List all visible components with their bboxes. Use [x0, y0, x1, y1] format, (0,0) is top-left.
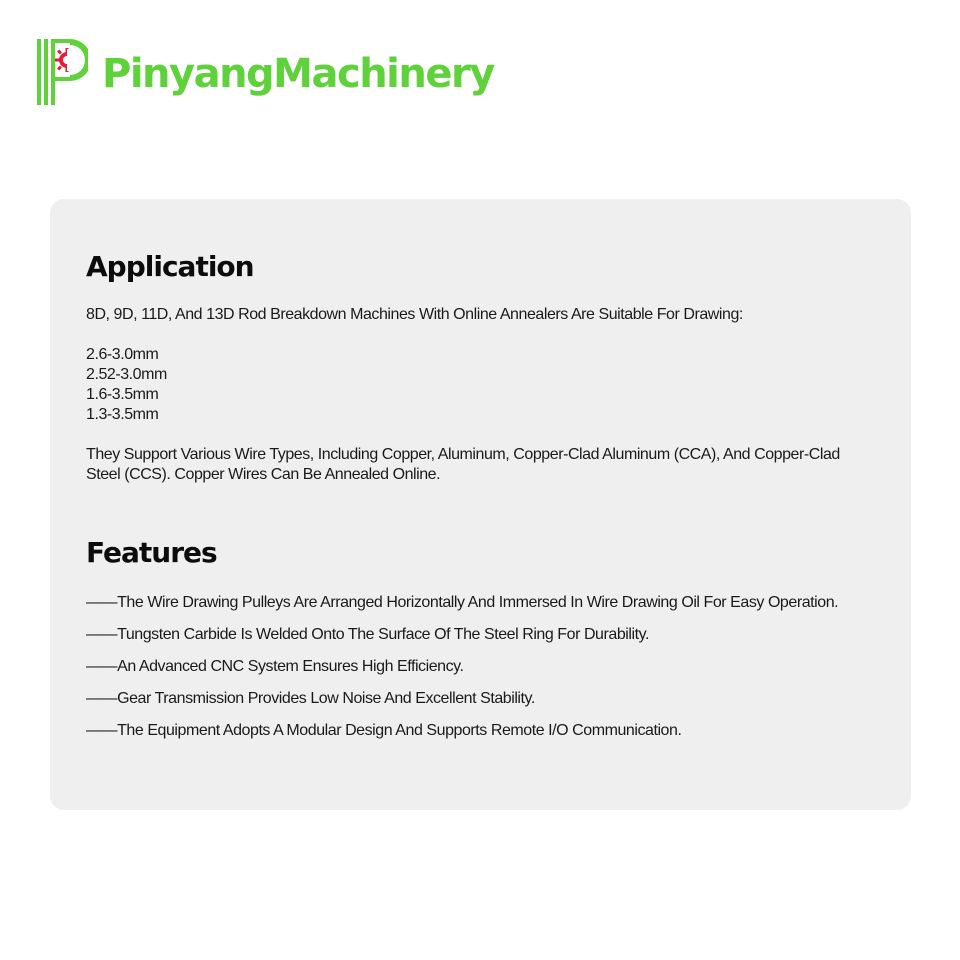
feature-item: ——Tungsten Carbide Is Welded Onto The Surface Of The Steel Ring For Durability. [86, 626, 649, 643]
spec-item: 1.6-3.5mm [86, 386, 159, 403]
spec-item: 1.3-3.5mm [86, 406, 159, 423]
pinyang-logo-icon [36, 37, 88, 107]
spec-item: 2.6-3.0mm [86, 346, 159, 363]
application-title: Application [86, 250, 254, 283]
application-support-text: They Support Various Wire Types, Including Copper, Aluminum, Copper-Clad Aluminum (CCA), And Copper-Clad Steel (CCS). Copper Wires Can Be Annealed Online. [86, 446, 840, 483]
brand-header [36, 36, 494, 108]
feature-item: ——The Wire Drawing Pulleys Are Arranged Horizontally And Immersed In Wire Drawing Oil For Easy Operation. [86, 594, 839, 611]
brand-name: PinyangMachinery [102, 51, 494, 97]
content-card [50, 199, 911, 810]
application-intro: 8D, 9D, 11D, And 13D Rod Breakdown Machines With Online Annealers Are Suitable For Drawing: [86, 306, 743, 323]
features-title: Features [86, 536, 217, 569]
spec-list [86, 345, 875, 425]
feature-item: ——The Equipment Adopts A Modular Design And Supports Remote I/O Communication. [86, 722, 682, 739]
spec-item: 2.52-3.0mm [86, 366, 167, 383]
feature-item: ——Gear Transmission Provides Low Noise And Excellent Stability. [86, 690, 535, 707]
feature-item: ——An Advanced CNC System Ensures High Efficiency. [86, 658, 464, 675]
features-list [86, 595, 856, 739]
